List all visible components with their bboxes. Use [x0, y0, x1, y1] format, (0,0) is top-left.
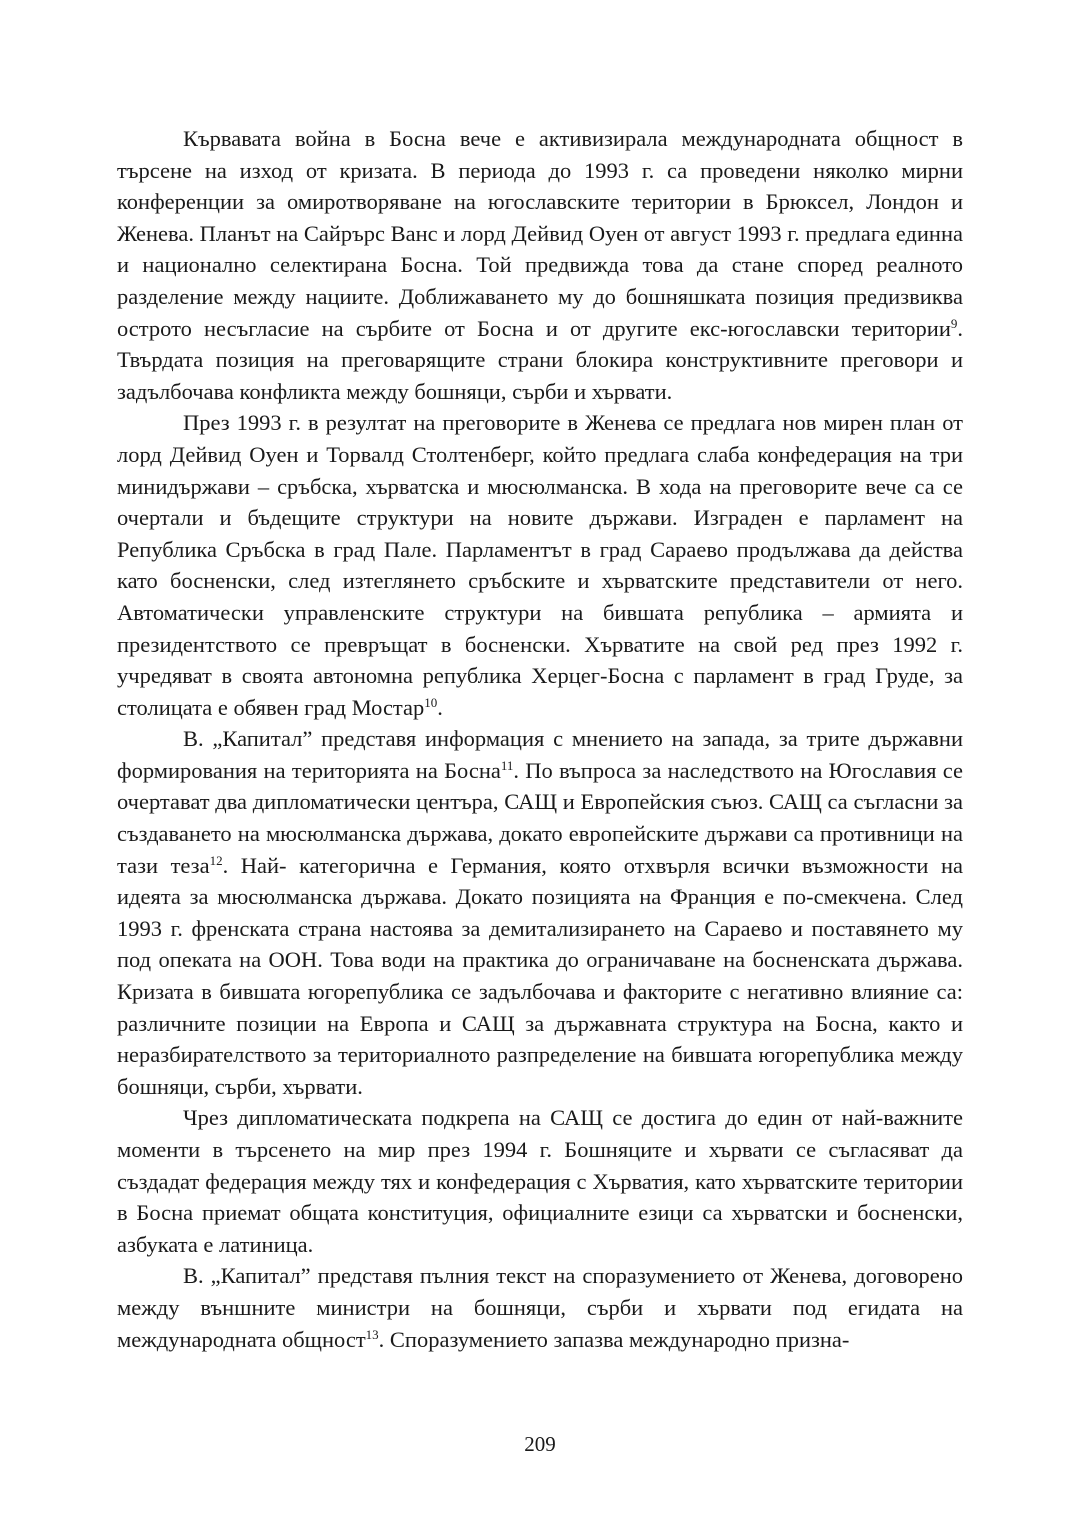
paragraph-4 [117, 1102, 963, 1260]
footnote-ref-13: 13 [365, 1326, 379, 1342]
paragraph-text: . Най- категорична е Германия, която отхвърля всички възможности на идеята за мюсюлманска държава. Докато позицията на Франция е по-смекчена. След 1993 г. френската страна настоява за демитализирането на Сараево и поставянето му под опеката на ООН. Това води на практика до ограничаване на босненската държава. Кризата в бившата югорепублика се задълбочава и факторите с негативно влияние са: различните позиции на Европа и САЩ за държавната структура на Босна, както и неразбирателството за териториалното разпределение на бившата югорепублика между бошняци, сърби, хървати. [117, 852, 963, 1099]
footnote-ref-11: 11 [500, 758, 514, 774]
paragraph-5 [117, 1260, 963, 1355]
paragraph-3 [117, 723, 963, 1102]
page-number: 209 [524, 1432, 556, 1456]
paragraph-text: . Твърдата позиция на преговарящите страни блокира конструктивните преговори и задълбочава конфликта между бошняци, сърби и хървати. [117, 315, 963, 404]
paragraph-text: Кървавата война в Босна вече е активизирала международната общност в търсене на изход от кризата. В периода до 1993 г. са проведени няколко мирни конференции за омиротворяване на югославските територии в Брюксел, Лондон и Женева. Планът на Сайрърс Ванс и лорд Дейвид Оуен от август 1993 г. предлага единна и национално селектирана Босна. Той предвижда това да стане според реалното разделение между нациите. Доближаването му до бошняшката позиция предизвиква острото несъгласие на сърбите от Босна и от другите екс-югославски територии [117, 126, 963, 341]
paragraph-text: . По въпроса за наследството на Югославия се очертават два дипломатически центъра, САЩ и Европейския съюз. САЩ са съгласни за създаването на мюсюлманска държава, докато европейските държави са противници на тази теза [117, 757, 963, 878]
footnote-ref-9: 9 [950, 315, 958, 331]
footnote-ref-10: 10 [424, 694, 438, 710]
footnote-ref-12: 12 [209, 852, 223, 868]
paragraph-1 [117, 123, 963, 407]
paragraph-text: В. „Капитал” представя пълния текст на споразумението от Женева, договорено между външните министри на бошняци, сърби и хървати под егидата на международната общност [117, 1263, 963, 1352]
paragraph-text: През 1993 г. в резултат на преговорите в Женева се предлага нов мирен план от лорд Дейвид Оуен и Торвалд Столтенберг, който предлага слаба конфедерация на три минидържави – сръбска, хърватска и мюсюлманска. В хода на преговорите вече са се очертали и бъдещите структури на новите държави. Изграден е парламент на Република Сръбска в град Пале. Парламентът в град Сараево продължава да действа като босненски, след изтеглянето сръбските и хърватските представители от него. Автоматически управленските структури на бившата република – армията и президентството се превръщат в босненски. Хърватите на свой ред през 1992 г. учредяват в своята автономна република Херцег-Босна с парламент в град Груде, за столицата е обявен град Мостар [117, 410, 963, 720]
paragraph-2 [117, 407, 963, 723]
paragraph-text: Чрез дипломатическата подкрепа на САЩ се достига до един от най-важните моменти в търсенето на мир през 1994 г. Бошняците и хървати се съгласяват да създадат федерация между тях и конфедерация с Хърватия, като хърватските територии в Босна приемат общата конституция, официалните езици са хърватски и босненски, азбуката е латиница. [117, 1105, 963, 1257]
paragraph-text: . [437, 694, 443, 720]
body-text [117, 123, 963, 1355]
paragraph-text: . Споразумението запазва международно призна- [378, 1326, 850, 1352]
paragraph-text: В. „Капитал” представя информация с мнението на запада, за трите държавни формирования на територията на Босна [117, 726, 963, 783]
